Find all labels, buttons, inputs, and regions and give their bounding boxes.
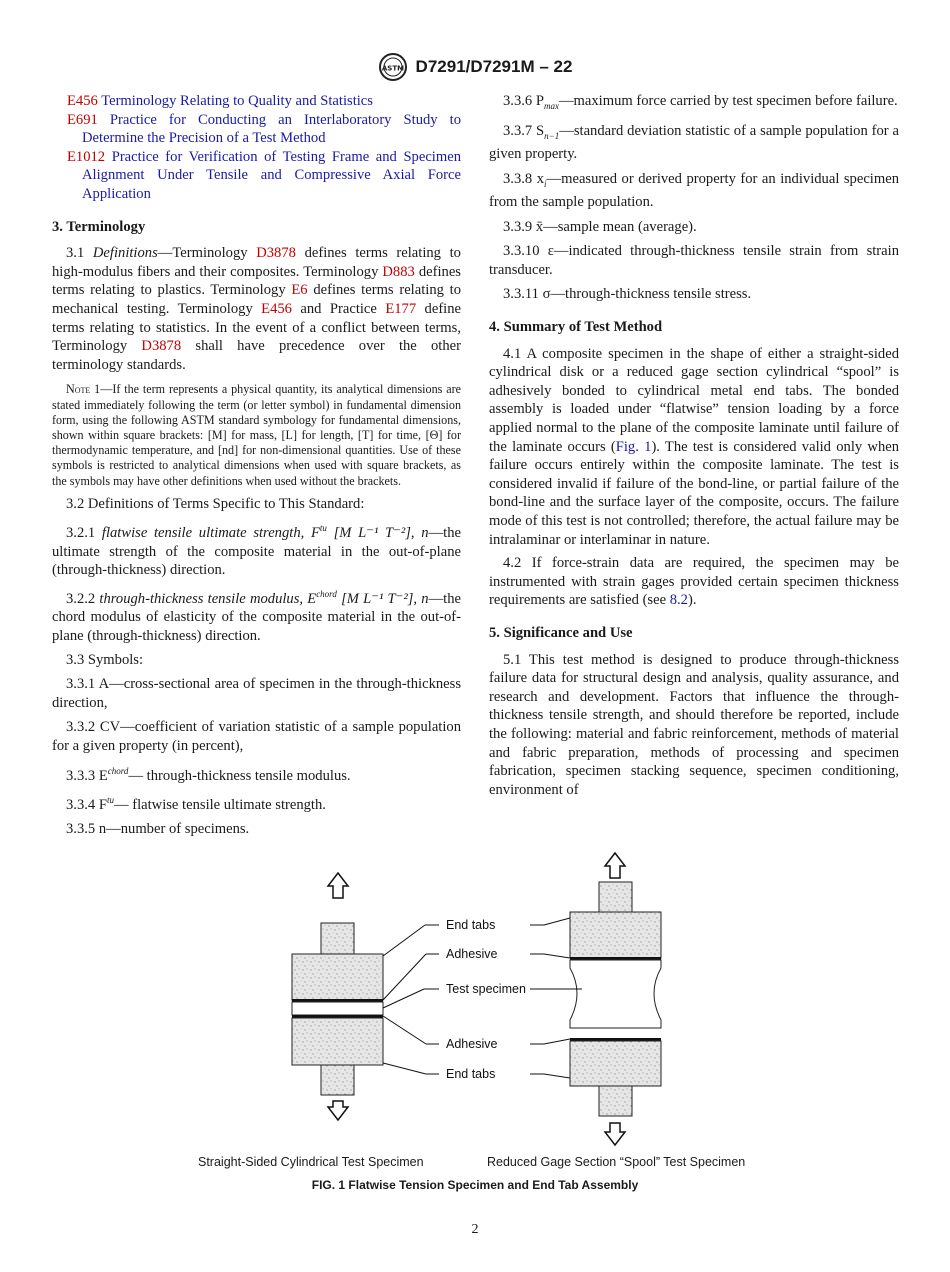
end-tab	[570, 1041, 661, 1086]
ref-link-e456[interactable]: E456	[67, 93, 98, 109]
ref-title: Practice for Conducting an Interlaboratory Study to Determine the Precision of a Test Method	[82, 111, 461, 147]
symbol-3-3-4: 3.3.4 $F^{tu}—$ flatwise tensile ultimate strength.	[66, 795, 326, 813]
page-number: 2	[471, 1222, 479, 1237]
symbol-3-3-6: 3.3.6 $P_{max}—maximum$ force carried by test specimen before failure.	[503, 93, 898, 111]
end-tab-stem	[599, 1086, 632, 1116]
symbol-3-3-9: 3.3.9 x̄—sample mean (average).	[503, 218, 697, 235]
end-tab-stem	[599, 882, 632, 912]
end-tab-stem	[321, 923, 354, 954]
symbol-3-3-3: 3.3.3 $E^{chord}—$ through-thickness tensile modulus.	[66, 765, 351, 784]
paragraph-3-2-2: 3.2.2 through-thickness tensile modulus, $E^{chord}$ [M L⁻¹ T⁻²], n—the chord modulus of elasticity of the composite material in the out-of-plane (through-thickness) direction.	[52, 588, 461, 645]
paragraph-3-2: 3.2 Definitions of Terms Specific to This Standard:	[66, 495, 365, 512]
page-header	[0, 50, 950, 84]
astm-logo-icon	[378, 52, 408, 82]
leader-lines	[383, 918, 582, 1078]
figure-1-diagram	[190, 848, 770, 1178]
reference-item	[52, 111, 461, 148]
ref-link-e1012[interactable]: E1012	[67, 148, 106, 165]
symbol-3-3-8: 3.3.8 $x_i—measured$ or derived property for an individual specimen from the sample population.	[489, 170, 899, 211]
paragraph-3-3: 3.3 Symbols:	[66, 651, 144, 668]
arrow-up-icon	[605, 853, 625, 878]
figure-title: FIG. 1 Flatwise Tension Specimen and End Tab Assembly	[311, 1178, 639, 1192]
paragraph-4-2: 4.2 If force-strain data are required, the specimen may be instrumented with strain gages provided certain specimen thickness requirements are satisfied (see 8.2).	[489, 555, 899, 609]
ref-link-e6[interactable]: E6	[291, 282, 308, 299]
symbol-3-3-1: 3.3.1 A—cross-sectional area of specimen in the through-thickness direction,	[52, 676, 461, 711]
ref-link-d3878[interactable]: D3878	[256, 245, 296, 262]
test-specimen-spool	[570, 960, 661, 1028]
figure-caption-left: Straight-Sided Cylindrical Test Specimen	[198, 1155, 424, 1169]
section-link-8-2[interactable]: 8.2	[669, 592, 688, 609]
label-adhesive: Adhesive	[446, 1037, 498, 1051]
paragraph-5-1: 5.1 This test method is designed to produce through-thickness failure data for structural design and analysis, quality assurance, and research and development. Factors that influence the through-thickness tensile strength, and should therefore be reported, include the following: material and fabric reinforcement, methods of material and fabric preparation, methods of processing and specimen fabrication, specimen stacking sequence, specimen conditioning, environment of	[489, 651, 899, 798]
paragraph-4-1: 4.1 A composite specimen in the shape of either a straight-sided cylindrical disk or a reduced gage section cylindrical “spool” is adhesively bonded to cylindrical metal end tabs. The bonded assembly is loaded under “flatwise” tension loading by a force applied normal to the plane of the composite laminate until failure of the laminate occurs (Fig. 1). The test is considered valid only when failure occurs entirely within the composite laminate. The test is considered invalid if failure of the bond-line, or partial failure of the bond-line and the surface layer of the composite, occurs. The failure mode of this test is not controlled; therefore, the actual failure may be intralaminar or interlaminar in nature.	[489, 345, 900, 548]
ref-link-e456[interactable]: E456	[261, 300, 292, 317]
left-column	[52, 92, 461, 845]
symbol-3-3-11: 3.3.11 σ—through-thickness tensile stress.	[503, 286, 752, 303]
svg-text:ASTM: ASTM	[381, 64, 404, 73]
arrow-down-icon	[328, 1101, 348, 1120]
reference-item	[52, 92, 461, 111]
arrow-up-icon	[328, 873, 348, 898]
label-test-specimen: Test specimen	[446, 982, 526, 996]
spool-specimen-assembly	[570, 853, 661, 1145]
end-tab	[292, 954, 383, 1000]
ref-link-d3878[interactable]: D3878	[141, 338, 182, 355]
end-tab	[570, 912, 661, 958]
ref-link-e691[interactable]: E691	[67, 111, 98, 128]
paragraph-3-1: 3.1 Definitions—Terminology D3878 defines terms relating to high-modulus fibers and their composites. Terminology D883 defines terms relating to plastics. Terminology E6 defines terms relating to mechanical testing. Terminology E456 and Practice E177 define terms relating to statistics. In the event of a conflict between terms, Terminology D3878 shall have precedence over the other terminology standards.	[52, 245, 462, 373]
ref-link-d883[interactable]: D883	[382, 263, 415, 280]
label-end-tabs: End tabs	[446, 918, 496, 932]
paragraph-3-2-1: 3.2.1 flatwise tensile ultimate strength, $F^{tu}$ [M L⁻¹ T⁻²], n—the ultimate strength of the composite material in the out-of-plane (through-thickness) direction.	[52, 523, 461, 579]
ref-title: Terminology Relating to Quality and Statistics	[101, 93, 373, 109]
section-title-significance: 5. Significance and Use	[489, 624, 633, 641]
right-column	[489, 92, 899, 804]
ref-link-e177[interactable]: E177	[385, 300, 417, 317]
end-tab-stem	[321, 1065, 354, 1095]
document-id: D7291/D7291M – 22	[415, 57, 573, 76]
symbol-3-3-5: 3.3.5 n—number of specimens.	[66, 821, 250, 838]
symbol-3-3-2: 3.3.2 CV—coefficient of variation statistic of a sample population for a given property (in percent),	[52, 719, 461, 754]
reference-item	[52, 148, 461, 204]
note-1: Note 1—If the term represents a physical quantity, its analytical dimensions are stated immediately following the term (or letter symbol) in fundamental dimension form, using the following ASTM standard symbology for fundamental dimensions, shown within square brackets: [M] for mass, [L] for length, [T] for time, [Θ] for thermodynamic temperature, and [nd] for non-dimensional quantities. Use of these symbols is restricted to analytical dimensions when used with square brackets, as the symbols may have other definitions when used without the brackets.	[52, 382, 461, 488]
test-specimen	[292, 1002, 383, 1015]
section-title-terminology: 3. Terminology	[52, 218, 146, 235]
ref-title: Practice for Verification of Testing Frame and Specimen Alignment Under Tensile and Compressive Axial Force Application	[82, 148, 461, 202]
section-title-summary: 4. Summary of Test Method	[489, 319, 663, 336]
straight-specimen-assembly	[292, 873, 383, 1120]
label-end-tabs: End tabs	[446, 1067, 496, 1081]
symbol-3-3-7: 3.3.7 $S_{n-1}—standard$ deviation statistic of a sample population for a given property.	[489, 122, 899, 162]
symbol-3-3-10: 3.3.10 ε—indicated through-thickness tensile strain from strain transducer.	[489, 243, 899, 278]
arrow-down-icon	[605, 1123, 625, 1145]
figure-link[interactable]: Fig. 1	[615, 438, 652, 455]
figure-caption-right: Reduced Gage Section “Spool” Test Specimen	[487, 1155, 746, 1169]
end-tab	[292, 1018, 383, 1065]
label-adhesive: Adhesive	[446, 947, 498, 961]
